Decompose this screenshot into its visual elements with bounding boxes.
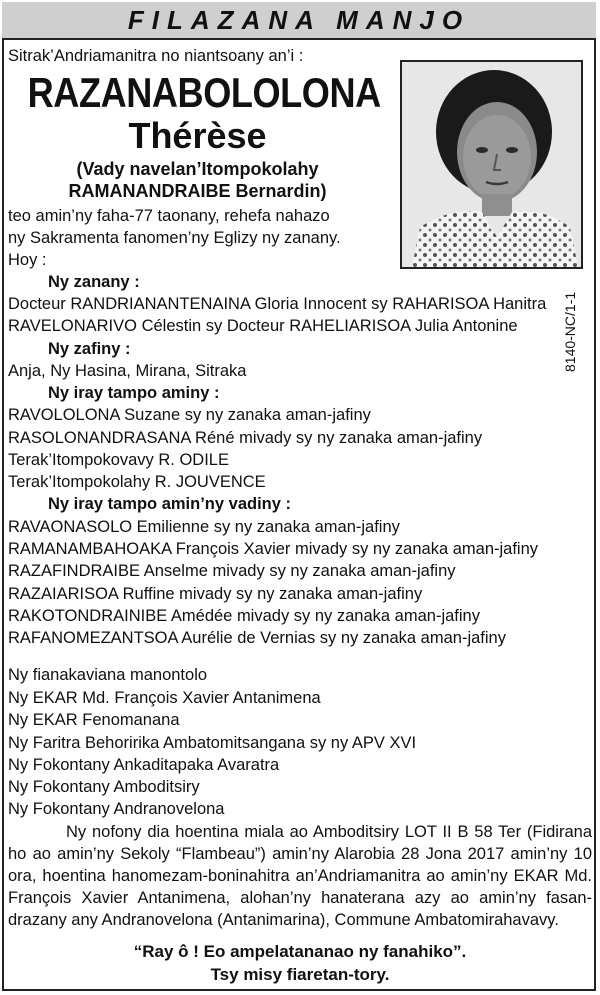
list-item: Ny fianakaviana manontolo [8,666,208,684]
list-item: Terak’Itompokolahy R. JOUVENCE [8,473,266,491]
hoy-label: Hoy : [8,251,47,269]
list-item: RAVOLOLONA Suzane sy ny zanaka aman-jafiny [8,406,371,424]
list-item: Ny EKAR Md. François Xavier Antanimena [8,689,321,707]
funeral-paragraph: Ny nofony dia hoentina miala ao Amboditsiry LOT II B 58 Ter (Fidirana ho ao amin’ny Sekoly “Flambeau”) amin’ny Alarobia 28 Jona 2017 amin’ny 10 ora, hoentina hanomezam-boninahitra an’Andriamanitra ao amin’ny EKAR Md. François Xavier Antanimena, alohan’ny hanaterana azy ao amin’ny fasan-drazany any Andranovelona (Antanimarina), Commune Ambatomirahavavy. [8,823,592,929]
list-item: RAZAIARISOA Ruffine mivady sy ny zanaka aman-jafiny [8,585,423,603]
list-item: Ny Fokontany Andranovelona [8,800,225,818]
intro-text: Sitrak’Andriamanitra no niantsoany an’i : [8,47,304,65]
list-item: Ny Fokontany Ankaditapaka Avaratra [8,756,280,774]
list-item: RAKOTONDRAINIBE Amédée mivady sy ny zanaka aman-jafiny [8,607,480,625]
notice-title: FILAZANA MANJO [127,4,471,35]
age-line-2: ny Sakramenta fanomen’ny Eglizy ny zanany. [8,229,341,247]
list-item: RAFANOMEZANTSOA Aurélie de Vernias sy ny zanaka aman-jafiny [8,629,506,647]
section-heading-iray-tampo: Ny iray tampo aminy : [48,384,220,402]
list-item: Ny Faritra Behoririka Ambatomitsangana sy ny APV XVI [8,734,417,752]
section-heading-zafiny: Ny zafiny : [48,340,131,358]
list-item: RAZAFINDRAIBE Anselme mivady sy ny zanaka aman-jafiny [8,562,456,580]
deceased-surname: RAZANABOLOLONA [27,69,381,116]
list-item: RASOLONANDRASANA Réné mivady sy ny zanaka aman-jafiny [8,429,483,447]
list-item: RAVAONASOLO Emilienne sy ny zanaka aman-jafiny [8,518,400,536]
list-item: Terak’Itompokovavy R. ODILE [8,451,229,469]
spouse-line-2: RAMANANDRAIBE Bernardin) [68,181,327,201]
list-item: Ny Fokontany Amboditsiry [8,778,200,796]
list-item: Ny EKAR Fenomanana [8,711,180,729]
list-item: Anja, Ny Hasina, Mirana, Sitraka [8,362,247,380]
list-item: Docteur RANDRIANANTENAINA Gloria Innocent sy RAHARISOA Hanitra [8,295,547,313]
list-item: RAVELONARIVO Célestin sy Docteur RAHELIARISOA Julia Antonine [8,317,518,335]
portrait-photo [400,60,583,269]
age-line-1: teo amin’ny faha-77 taonany, rehefa nahazo [8,207,330,225]
side-code: 8140-NC/1-1 [562,291,578,372]
list-item: RAMANAMBAHOAKA François Xavier mivady sy ny zanaka aman-jafiny [8,540,539,558]
section-heading-zanany: Ny zanany : [48,273,140,291]
footer-closing: Tsy misy fiaretan-tory. [210,965,390,984]
notice-header [2,2,596,40]
deceased-firstname: Thérèse [128,115,267,156]
portrait-image [402,62,581,267]
spouse-line-1: (Vady navelan’Itompokolahy [76,159,319,179]
footer-quote: “Ray ô ! Eo ampelatananao ny fanahiko”. [133,942,467,961]
section-heading-iray-tampo-vady: Ny iray tampo amin’ny vadiny : [48,495,291,513]
